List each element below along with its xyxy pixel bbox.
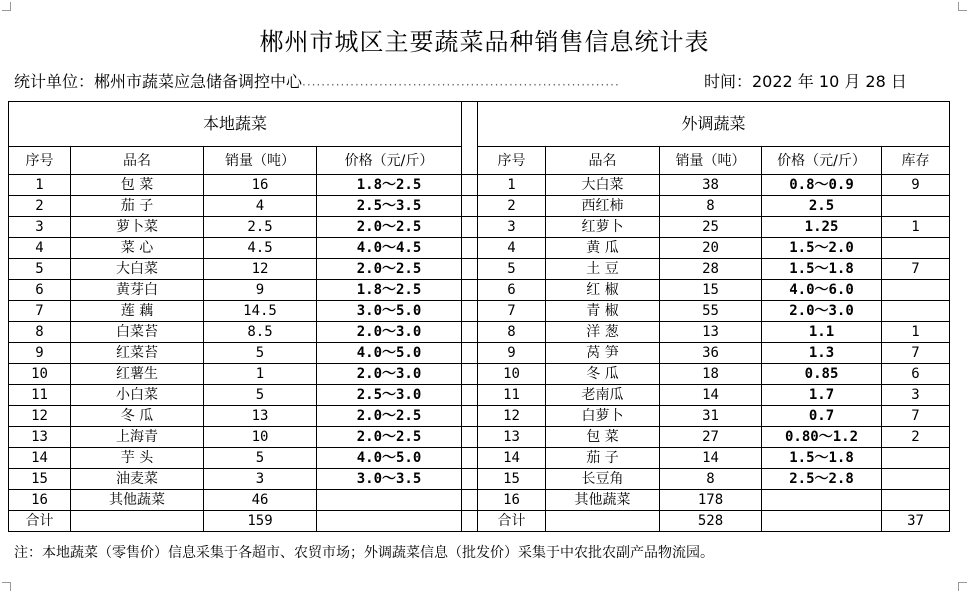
cell-out-price: 0.80～1.2 bbox=[762, 427, 882, 448]
cell-local-name: 冬 瓜 bbox=[71, 406, 204, 427]
total-blank bbox=[546, 511, 660, 532]
cell-local-qty: 5 bbox=[204, 385, 317, 406]
table-separator bbox=[462, 490, 478, 511]
leader-dots: ·································································· bbox=[302, 78, 620, 92]
cell-local-name: 萝卜菜 bbox=[71, 217, 204, 238]
cell-local-index: 6 bbox=[9, 280, 71, 301]
cell-local-name: 芋 头 bbox=[71, 448, 204, 469]
cell-out-name: 长豆角 bbox=[546, 469, 660, 490]
table-separator bbox=[462, 175, 478, 196]
table-row bbox=[9, 490, 950, 511]
cell-local-qty: 9 bbox=[204, 280, 317, 301]
table-separator bbox=[462, 427, 478, 448]
cell-local-index: 9 bbox=[9, 343, 71, 364]
cell-out-price: 1.3 bbox=[762, 343, 882, 364]
cell-out-price: 4.0～6.0 bbox=[762, 280, 882, 301]
cell-out-qty: 18 bbox=[660, 364, 762, 385]
cell-out-stock bbox=[882, 301, 950, 322]
cell-out-stock bbox=[882, 238, 950, 259]
cell-local-qty: 5 bbox=[204, 448, 317, 469]
cell-local-price: 4.0～4.5 bbox=[317, 238, 462, 259]
cell-out-name: 青 椒 bbox=[546, 301, 660, 322]
cell-out-index: 10 bbox=[478, 364, 546, 385]
document-subline bbox=[14, 69, 907, 92]
cell-out-price: 1.5～1.8 bbox=[762, 448, 882, 469]
table-separator bbox=[462, 322, 478, 343]
cell-local-qty: 4.5 bbox=[204, 238, 317, 259]
cell-local-index: 12 bbox=[9, 406, 71, 427]
cell-out-stock bbox=[882, 196, 950, 217]
col-header-out-name: 品名 bbox=[546, 147, 660, 175]
total-out-qty: 528 bbox=[660, 511, 762, 532]
cell-out-qty: 15 bbox=[660, 280, 762, 301]
cell-out-name: 莴 笋 bbox=[546, 343, 660, 364]
cell-out-name: 其他蔬菜 bbox=[546, 490, 660, 511]
table-row bbox=[9, 427, 950, 448]
cell-out-stock: 1 bbox=[882, 322, 950, 343]
cell-out-qty: 27 bbox=[660, 427, 762, 448]
cell-out-stock bbox=[882, 469, 950, 490]
col-header-out-qty: 销量（吨） bbox=[660, 147, 762, 175]
cell-local-price: 2.0～2.5 bbox=[317, 427, 462, 448]
cell-out-name: 西红柿 bbox=[546, 196, 660, 217]
cell-local-qty: 14.5 bbox=[204, 301, 317, 322]
cell-out-index: 15 bbox=[478, 469, 546, 490]
cell-local-index: 8 bbox=[9, 322, 71, 343]
cell-local-qty: 10 bbox=[204, 427, 317, 448]
table-row bbox=[9, 175, 950, 196]
cell-local-name: 包 菜 bbox=[71, 175, 204, 196]
cell-local-index: 3 bbox=[9, 217, 71, 238]
cell-local-price: 1.8～2.5 bbox=[317, 175, 462, 196]
cell-out-stock: 3 bbox=[882, 385, 950, 406]
cell-local-name: 红薯生 bbox=[71, 364, 204, 385]
cell-out-qty: 13 bbox=[660, 322, 762, 343]
column-header-row bbox=[9, 147, 950, 175]
cell-out-qty: 8 bbox=[660, 469, 762, 490]
cell-out-name: 大白菜 bbox=[546, 175, 660, 196]
cell-out-index: 1 bbox=[478, 175, 546, 196]
cell-out-stock: 9 bbox=[882, 175, 950, 196]
cell-out-name: 茄 子 bbox=[546, 448, 660, 469]
cell-out-stock: 7 bbox=[882, 343, 950, 364]
total-blank bbox=[762, 511, 882, 532]
cell-local-name: 菜 心 bbox=[71, 238, 204, 259]
page-corner-mark bbox=[958, 2, 967, 11]
cell-local-price: 2.5～3.5 bbox=[317, 196, 462, 217]
table-row bbox=[9, 301, 950, 322]
statistics-unit: 统计单位：郴州市蔬菜应急储备调控中心 bbox=[14, 72, 303, 91]
cell-out-stock bbox=[882, 448, 950, 469]
page-title: 郴州市城区主要蔬菜品种销售信息统计表 bbox=[259, 28, 710, 56]
cell-out-price: 1.7 bbox=[762, 385, 882, 406]
cell-out-index: 16 bbox=[478, 490, 546, 511]
cell-local-qty: 12 bbox=[204, 259, 317, 280]
cell-local-index: 1 bbox=[9, 175, 71, 196]
cell-out-index: 4 bbox=[478, 238, 546, 259]
cell-local-price: 2.0～3.0 bbox=[317, 322, 462, 343]
cell-local-index: 10 bbox=[9, 364, 71, 385]
cell-out-qty: 28 bbox=[660, 259, 762, 280]
table-row bbox=[9, 448, 950, 469]
cell-local-price: 1.8～2.5 bbox=[317, 280, 462, 301]
cell-local-qty: 8.5 bbox=[204, 322, 317, 343]
cell-out-price bbox=[762, 490, 882, 511]
cell-out-index: 7 bbox=[478, 301, 546, 322]
table-row bbox=[9, 259, 950, 280]
cell-local-price: 4.0～5.0 bbox=[317, 448, 462, 469]
cell-out-stock: 7 bbox=[882, 406, 950, 427]
cell-local-qty: 2.5 bbox=[204, 217, 317, 238]
total-blank bbox=[71, 511, 204, 532]
cell-out-name: 洋 葱 bbox=[546, 322, 660, 343]
cell-local-price: 3.0～3.5 bbox=[317, 469, 462, 490]
table-separator bbox=[462, 448, 478, 469]
total-row bbox=[9, 511, 950, 532]
page-corner-mark bbox=[958, 582, 967, 591]
cell-local-index: 4 bbox=[9, 238, 71, 259]
page-corner-mark bbox=[2, 2, 11, 11]
sales-table bbox=[8, 101, 950, 532]
cell-out-name: 红萝卜 bbox=[546, 217, 660, 238]
cell-out-qty: 36 bbox=[660, 343, 762, 364]
cell-out-name: 黄 瓜 bbox=[546, 238, 660, 259]
cell-out-price: 1.25 bbox=[762, 217, 882, 238]
cell-out-name: 包 菜 bbox=[546, 427, 660, 448]
cell-local-name: 大白菜 bbox=[71, 259, 204, 280]
cell-local-price: 4.0～5.0 bbox=[317, 343, 462, 364]
cell-local-name: 莲 藕 bbox=[71, 301, 204, 322]
total-out-label: 合计 bbox=[478, 511, 546, 532]
outside-vegetables-header: 外调蔬菜 bbox=[478, 102, 950, 147]
cell-out-name: 白萝卜 bbox=[546, 406, 660, 427]
col-header-out-price: 价格（元/斤） bbox=[762, 147, 882, 175]
cell-local-index: 13 bbox=[9, 427, 71, 448]
cell-out-index: 9 bbox=[478, 343, 546, 364]
table-separator bbox=[462, 259, 478, 280]
cell-out-price: 0.8～0.9 bbox=[762, 175, 882, 196]
cell-local-name: 红菜苔 bbox=[71, 343, 204, 364]
footnote: 注：本地蔬菜（零售价）信息采集于各超市、农贸市场；外调蔬菜信息（批发价）采集于中农批农副产品物流园。 bbox=[14, 545, 714, 561]
cell-local-price: 3.0～5.0 bbox=[317, 301, 462, 322]
col-header-out-stock: 库存 bbox=[882, 147, 950, 175]
cell-local-index: 14 bbox=[9, 448, 71, 469]
table-row bbox=[9, 343, 950, 364]
cell-local-qty: 1 bbox=[204, 364, 317, 385]
cell-out-stock: 6 bbox=[882, 364, 950, 385]
cell-out-index: 12 bbox=[478, 406, 546, 427]
cell-local-price: 2.0～2.5 bbox=[317, 259, 462, 280]
page-corner-mark bbox=[2, 582, 11, 591]
cell-local-name: 油麦菜 bbox=[71, 469, 204, 490]
cell-out-index: 6 bbox=[478, 280, 546, 301]
cell-out-price: 1.5～1.8 bbox=[762, 259, 882, 280]
cell-local-index: 5 bbox=[9, 259, 71, 280]
cell-out-qty: 55 bbox=[660, 301, 762, 322]
cell-out-qty: 20 bbox=[660, 238, 762, 259]
table-separator bbox=[462, 102, 478, 175]
table-separator bbox=[462, 217, 478, 238]
col-header-local-qty: 销量（吨） bbox=[204, 147, 317, 175]
cell-out-index: 3 bbox=[478, 217, 546, 238]
table-row bbox=[9, 217, 950, 238]
cell-out-price: 0.85 bbox=[762, 364, 882, 385]
cell-out-name: 红 椒 bbox=[546, 280, 660, 301]
table-separator bbox=[462, 301, 478, 322]
cell-local-price: 2.5～3.0 bbox=[317, 385, 462, 406]
cell-out-index: 14 bbox=[478, 448, 546, 469]
col-header-local-price: 价格（元/斤） bbox=[317, 147, 462, 175]
table-row bbox=[9, 238, 950, 259]
cell-out-index: 2 bbox=[478, 196, 546, 217]
table-row bbox=[9, 469, 950, 490]
col-header-local-index: 序号 bbox=[9, 147, 71, 175]
cell-local-index: 11 bbox=[9, 385, 71, 406]
cell-local-price: 2.0～2.5 bbox=[317, 406, 462, 427]
cell-out-stock: 1 bbox=[882, 217, 950, 238]
table-separator bbox=[462, 280, 478, 301]
table-separator bbox=[462, 469, 478, 490]
cell-local-qty: 4 bbox=[204, 196, 317, 217]
cell-out-qty: 38 bbox=[660, 175, 762, 196]
cell-out-price: 2.0～3.0 bbox=[762, 301, 882, 322]
cell-out-stock bbox=[882, 280, 950, 301]
total-out-stock: 37 bbox=[882, 511, 950, 532]
table-row bbox=[9, 322, 950, 343]
cell-local-name: 小白菜 bbox=[71, 385, 204, 406]
cell-out-index: 5 bbox=[478, 259, 546, 280]
table-row bbox=[9, 364, 950, 385]
cell-out-name: 老南瓜 bbox=[546, 385, 660, 406]
table-body bbox=[9, 175, 950, 511]
cell-out-price: 2.5～2.8 bbox=[762, 469, 882, 490]
total-local-qty: 159 bbox=[204, 511, 317, 532]
cell-out-qty: 14 bbox=[660, 385, 762, 406]
cell-local-name: 上海青 bbox=[71, 427, 204, 448]
cell-local-price: 2.0～3.0 bbox=[317, 364, 462, 385]
table-row bbox=[9, 280, 950, 301]
cell-local-qty: 46 bbox=[204, 490, 317, 511]
cell-local-name: 黄芽白 bbox=[71, 280, 204, 301]
cell-out-price: 0.7 bbox=[762, 406, 882, 427]
cell-local-name: 白菜苔 bbox=[71, 322, 204, 343]
cell-local-qty: 16 bbox=[204, 175, 317, 196]
cell-local-qty: 3 bbox=[204, 469, 317, 490]
cell-out-name: 土 豆 bbox=[546, 259, 660, 280]
total-label: 合计 bbox=[9, 511, 71, 532]
cell-out-name: 冬 瓜 bbox=[546, 364, 660, 385]
cell-out-stock: 2 bbox=[882, 427, 950, 448]
table-row bbox=[9, 406, 950, 427]
cell-out-index: 8 bbox=[478, 322, 546, 343]
table-separator bbox=[462, 196, 478, 217]
cell-out-stock bbox=[882, 490, 950, 511]
cell-local-qty: 5 bbox=[204, 343, 317, 364]
cell-local-name: 茄 子 bbox=[71, 196, 204, 217]
col-header-out-index: 序号 bbox=[478, 147, 546, 175]
total-blank bbox=[317, 511, 462, 532]
group-header-row bbox=[9, 102, 950, 147]
cell-out-qty: 8 bbox=[660, 196, 762, 217]
table-separator bbox=[462, 511, 478, 532]
report-date: 时间：2022 年 10 月 28 日 bbox=[704, 72, 907, 91]
cell-out-stock: 7 bbox=[882, 259, 950, 280]
cell-out-qty: 178 bbox=[660, 490, 762, 511]
cell-local-qty: 13 bbox=[204, 406, 317, 427]
table-separator bbox=[462, 343, 478, 364]
table-separator bbox=[462, 364, 478, 385]
cell-out-price: 2.5 bbox=[762, 196, 882, 217]
cell-out-qty: 25 bbox=[660, 217, 762, 238]
cell-local-price bbox=[317, 490, 462, 511]
table-row bbox=[9, 385, 950, 406]
col-header-local-name: 品名 bbox=[71, 147, 204, 175]
cell-local-index: 2 bbox=[9, 196, 71, 217]
cell-out-index: 11 bbox=[478, 385, 546, 406]
cell-local-index: 7 bbox=[9, 301, 71, 322]
cell-out-price: 1.5～2.0 bbox=[762, 238, 882, 259]
cell-local-index: 15 bbox=[9, 469, 71, 490]
cell-local-price: 2.0～2.5 bbox=[317, 217, 462, 238]
local-vegetables-header: 本地蔬菜 bbox=[9, 102, 462, 147]
table-separator bbox=[462, 385, 478, 406]
cell-out-qty: 31 bbox=[660, 406, 762, 427]
cell-out-qty: 14 bbox=[660, 448, 762, 469]
table-separator bbox=[462, 406, 478, 427]
cell-local-index: 16 bbox=[9, 490, 71, 511]
table-row bbox=[9, 196, 950, 217]
table-separator bbox=[462, 238, 478, 259]
cell-local-name: 其他蔬菜 bbox=[71, 490, 204, 511]
cell-out-index: 13 bbox=[478, 427, 546, 448]
cell-out-price: 1.1 bbox=[762, 322, 882, 343]
